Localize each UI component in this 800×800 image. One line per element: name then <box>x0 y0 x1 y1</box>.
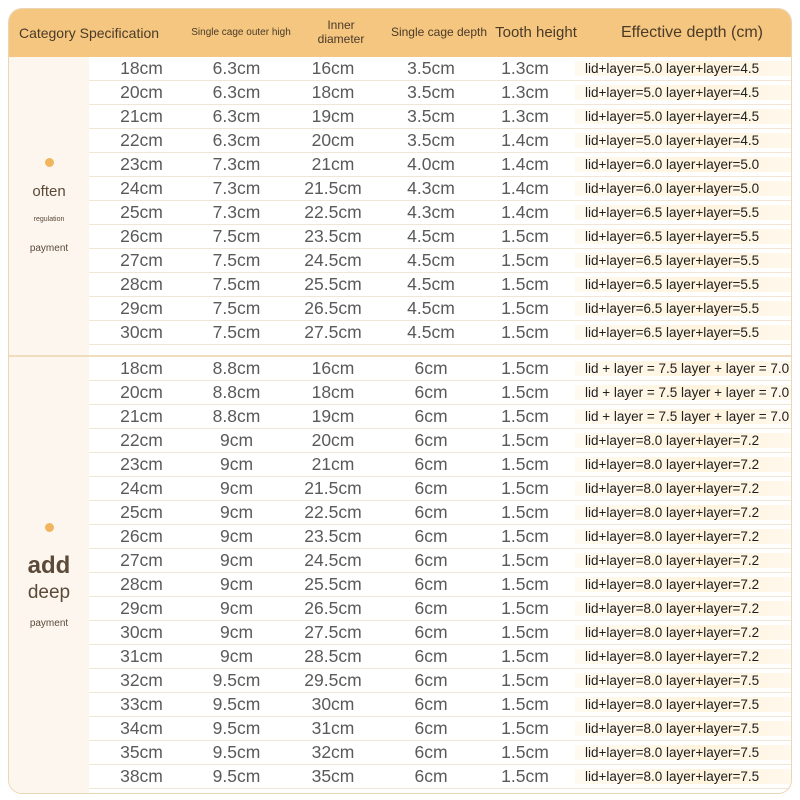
inner-diameter-cell: 20cm <box>311 130 355 150</box>
cage-depth-cell: 6cm <box>414 622 448 642</box>
inner-diameter-cell: 23.5cm <box>304 226 362 246</box>
effective-depth-cell: lid+layer=6.5 layer+layer=5.5 <box>575 229 791 244</box>
category-cell-regular <box>9 57 89 355</box>
size-cell: 38cm <box>120 766 163 786</box>
inner-diameter-cell: 22.5cm <box>304 202 362 222</box>
inner-diameter-cell: 21.5cm <box>304 478 362 498</box>
effective-depth-cell: lid+layer=8.0 layer+layer=7.5 <box>575 697 791 712</box>
size-cell: 28cm <box>120 574 163 594</box>
effective-depth-cell: lid+layer=8.0 layer+layer=7.2 <box>575 457 791 472</box>
effective-depth-cell: lid+layer=6.5 layer+layer=5.5 <box>575 301 791 316</box>
size-cell: 27cm <box>120 250 163 270</box>
inner-diameter-cell: 16cm <box>311 58 355 78</box>
outer-high-cell: 9.5cm <box>212 742 261 762</box>
outer-high-cell: 6.3cm <box>212 106 261 126</box>
inner-diameter-cell: 20cm <box>311 430 355 450</box>
bullet-dot-icon <box>45 523 54 532</box>
inner-diameter-cell: 30cm <box>311 694 355 714</box>
table-row <box>89 453 791 477</box>
tooth-height-cell: 1.5cm <box>501 598 549 618</box>
size-cell: 24cm <box>120 178 163 198</box>
tooth-height-cell: 1.3cm <box>501 58 549 78</box>
tooth-height-cell: 1.5cm <box>501 298 549 318</box>
cage-depth-cell: 4.0cm <box>407 154 455 174</box>
spec-table <box>8 8 792 794</box>
inner-diameter-cell: 26.5cm <box>304 598 362 618</box>
effective-depth-cell: lid+layer=8.0 layer+layer=7.5 <box>575 673 791 688</box>
table-row <box>89 57 791 81</box>
outer-high-cell: 9cm <box>219 622 254 642</box>
outer-high-cell: 6.3cm <box>212 130 261 150</box>
outer-high-cell: 7.5cm <box>212 298 261 318</box>
category-word: often <box>32 183 66 200</box>
table-row <box>89 597 791 621</box>
table-row <box>89 225 791 249</box>
table-row <box>89 765 791 789</box>
tooth-height-cell: 1.5cm <box>501 646 549 666</box>
effective-depth-cell: lid+layer=6.5 layer+layer=5.5 <box>575 277 791 292</box>
header-outer-high: Single cage outer high <box>191 27 291 39</box>
tooth-height-cell: 1.5cm <box>501 454 549 474</box>
cage-depth-cell: 6cm <box>414 502 448 522</box>
inner-diameter-cell: 21cm <box>311 454 355 474</box>
size-cell: 21cm <box>120 106 163 126</box>
outer-high-cell: 8.8cm <box>212 382 261 402</box>
table-row <box>89 201 791 225</box>
tooth-height-cell: 1.5cm <box>501 622 549 642</box>
tooth-height-cell: 1.4cm <box>501 154 549 174</box>
table-row <box>89 297 791 321</box>
effective-depth-cell: lid+layer=6.5 layer+layer=5.5 <box>575 325 791 340</box>
category-word: deep <box>27 582 71 603</box>
outer-high-cell: 7.3cm <box>212 154 261 174</box>
header-cage-depth: Single cage depth <box>390 25 488 40</box>
table-row <box>89 405 791 429</box>
cage-depth-cell: 6cm <box>414 478 448 498</box>
effective-depth-cell: lid+layer=5.0 layer+layer=4.5 <box>575 61 791 76</box>
table-row <box>89 645 791 669</box>
outer-high-cell: 7.5cm <box>212 274 261 294</box>
cage-depth-cell: 6cm <box>414 646 448 666</box>
outer-high-cell: 9.5cm <box>212 766 261 786</box>
effective-depth-cell: lid+layer=6.0 layer+layer=5.0 <box>575 157 791 172</box>
category-word: add <box>27 552 71 579</box>
tooth-height-cell: 1.5cm <box>501 322 549 342</box>
effective-depth-cell: lid+layer=8.0 layer+layer=7.2 <box>575 649 791 664</box>
outer-high-cell: 9cm <box>219 454 254 474</box>
cage-depth-cell: 6cm <box>414 550 448 570</box>
tooth-height-cell: 1.5cm <box>501 766 549 786</box>
outer-high-cell: 9cm <box>219 574 254 594</box>
size-cell: 26cm <box>120 526 163 546</box>
cage-depth-cell: 4.5cm <box>407 274 455 294</box>
effective-depth-cell: lid+layer=6.0 layer+layer=5.0 <box>575 181 791 196</box>
outer-high-cell: 9cm <box>219 526 254 546</box>
cage-depth-cell: 3.5cm <box>407 58 455 78</box>
outer-high-cell: 9cm <box>219 598 254 618</box>
tooth-height-cell: 1.5cm <box>501 550 549 570</box>
table-row <box>89 357 791 381</box>
size-cell: 35cm <box>120 742 163 762</box>
inner-diameter-cell: 21.5cm <box>304 178 362 198</box>
inner-diameter-cell: 35cm <box>311 766 355 786</box>
rows-regular <box>89 57 791 345</box>
tooth-height-cell: 1.5cm <box>501 430 549 450</box>
size-cell: 32cm <box>120 670 163 690</box>
cage-depth-cell: 3.5cm <box>407 106 455 126</box>
size-cell: 30cm <box>120 622 163 642</box>
table-row <box>89 741 791 765</box>
size-cell: 33cm <box>120 694 163 714</box>
inner-diameter-cell: 22.5cm <box>304 502 362 522</box>
category-word: payment <box>29 243 69 254</box>
cage-depth-cell: 6cm <box>414 430 448 450</box>
effective-depth-cell: lid+layer=8.0 layer+layer=7.2 <box>575 433 791 448</box>
cage-depth-cell: 6cm <box>414 766 448 786</box>
effective-depth-cell: lid+layer=8.0 layer+layer=7.2 <box>575 481 791 496</box>
table-row <box>89 525 791 549</box>
outer-high-cell: 8.8cm <box>212 358 261 378</box>
cage-depth-cell: 3.5cm <box>407 82 455 102</box>
tooth-height-cell: 1.5cm <box>501 358 549 378</box>
size-cell: 20cm <box>120 82 163 102</box>
effective-depth-cell: lid+layer=6.5 layer+layer=5.5 <box>575 205 791 220</box>
effective-depth-cell: lid+layer=8.0 layer+layer=7.5 <box>575 721 791 736</box>
table-row <box>89 621 791 645</box>
cage-depth-cell: 6cm <box>414 670 448 690</box>
size-cell: 18cm <box>120 58 163 78</box>
inner-diameter-cell: 28.5cm <box>304 646 362 666</box>
inner-diameter-cell: 23.5cm <box>304 526 362 546</box>
tooth-height-cell: 1.4cm <box>501 130 549 150</box>
effective-depth-cell: lid+layer=8.0 layer+layer=7.2 <box>575 577 791 592</box>
inner-diameter-cell: 18cm <box>311 82 355 102</box>
outer-high-cell: 7.5cm <box>212 250 261 270</box>
size-cell: 29cm <box>120 298 163 318</box>
table-row <box>89 693 791 717</box>
size-cell: 31cm <box>120 646 163 666</box>
effective-depth-cell: lid+layer=8.0 layer+layer=7.5 <box>575 769 791 784</box>
cage-depth-cell: 4.3cm <box>407 178 455 198</box>
inner-diameter-cell: 16cm <box>311 358 355 378</box>
header-inner-diameter: Inner diameter <box>317 18 365 46</box>
header-tooth-height: Tooth height <box>495 24 577 42</box>
table-header <box>9 9 791 57</box>
size-cell: 25cm <box>120 502 163 522</box>
table-row <box>89 177 791 201</box>
table-row <box>89 273 791 297</box>
cage-depth-cell: 6cm <box>414 574 448 594</box>
group-regular <box>9 57 791 355</box>
inner-diameter-cell: 27.5cm <box>304 622 362 642</box>
cage-depth-cell: 6cm <box>414 718 448 738</box>
group-deep <box>9 355 791 794</box>
table-row <box>89 381 791 405</box>
table-row <box>89 153 791 177</box>
cage-depth-cell: 6cm <box>414 742 448 762</box>
tooth-height-cell: 1.3cm <box>501 106 549 126</box>
category-cell-deep <box>9 357 89 794</box>
effective-depth-cell: lid+layer=6.5 layer+layer=5.5 <box>575 253 791 268</box>
cage-depth-cell: 6cm <box>414 358 448 378</box>
effective-depth-cell: lid+layer=5.0 layer+layer=4.5 <box>575 109 791 124</box>
outer-high-cell: 9cm <box>219 646 254 666</box>
inner-diameter-cell: 19cm <box>311 406 355 426</box>
outer-high-cell: 9.5cm <box>212 694 261 714</box>
table-row <box>89 249 791 273</box>
rows-deep <box>89 357 791 789</box>
size-cell: 23cm <box>120 154 163 174</box>
tooth-height-cell: 1.5cm <box>501 742 549 762</box>
tooth-height-cell: 1.3cm <box>501 82 549 102</box>
table-row <box>89 429 791 453</box>
cage-depth-cell: 6cm <box>414 598 448 618</box>
effective-depth-cell: lid + layer = 7.5 layer + layer = 7.0 <box>575 361 791 376</box>
inner-diameter-cell: 19cm <box>311 106 355 126</box>
tooth-height-cell: 1.5cm <box>501 526 549 546</box>
tooth-height-cell: 1.5cm <box>501 670 549 690</box>
tooth-height-cell: 1.5cm <box>501 274 549 294</box>
header-effective-depth: Effective depth (cm) <box>621 23 763 41</box>
size-cell: 22cm <box>120 430 163 450</box>
outer-high-cell: 7.3cm <box>212 178 261 198</box>
effective-depth-cell: lid+layer=8.0 layer+layer=7.2 <box>575 625 791 640</box>
outer-high-cell: 7.5cm <box>212 226 261 246</box>
table-row <box>89 717 791 741</box>
inner-diameter-cell: 25.5cm <box>304 274 362 294</box>
cage-depth-cell: 4.5cm <box>407 322 455 342</box>
size-cell: 29cm <box>120 598 163 618</box>
outer-high-cell: 9cm <box>219 502 254 522</box>
effective-depth-cell: lid+layer=8.0 layer+layer=7.2 <box>575 601 791 616</box>
size-cell: 18cm <box>120 358 163 378</box>
tooth-height-cell: 1.5cm <box>501 382 549 402</box>
table-row <box>89 129 791 153</box>
table-row <box>89 81 791 105</box>
category-word: regulation <box>33 216 65 223</box>
cage-depth-cell: 6cm <box>414 406 448 426</box>
effective-depth-cell: lid + layer = 7.5 layer + layer = 7.0 <box>575 385 791 400</box>
inner-diameter-cell: 29.5cm <box>304 670 362 690</box>
size-cell: 34cm <box>120 718 163 738</box>
size-cell: 26cm <box>120 226 163 246</box>
cage-depth-cell: 6cm <box>414 694 448 714</box>
tooth-height-cell: 1.4cm <box>501 202 549 222</box>
cage-depth-cell: 6cm <box>414 526 448 546</box>
inner-diameter-cell: 24.5cm <box>304 250 362 270</box>
outer-high-cell: 7.5cm <box>212 322 261 342</box>
cage-depth-cell: 3.5cm <box>407 130 455 150</box>
size-cell: 27cm <box>120 550 163 570</box>
table-row <box>89 669 791 693</box>
tooth-height-cell: 1.5cm <box>501 718 549 738</box>
table-row <box>89 105 791 129</box>
effective-depth-cell: lid+layer=8.0 layer+layer=7.2 <box>575 505 791 520</box>
size-cell: 20cm <box>120 382 163 402</box>
inner-diameter-cell: 21cm <box>311 154 355 174</box>
outer-high-cell: 8.8cm <box>212 406 261 426</box>
outer-high-cell: 9.5cm <box>212 718 261 738</box>
tooth-height-cell: 1.5cm <box>501 694 549 714</box>
size-cell: 23cm <box>120 454 163 474</box>
effective-depth-cell: lid+layer=8.0 layer+layer=7.5 <box>575 745 791 760</box>
effective-depth-cell: lid+layer=8.0 layer+layer=7.2 <box>575 553 791 568</box>
size-cell: 21cm <box>120 406 163 426</box>
outer-high-cell: 9.5cm <box>212 670 261 690</box>
inner-diameter-cell: 31cm <box>311 718 355 738</box>
inner-diameter-cell: 27.5cm <box>304 322 362 342</box>
outer-high-cell: 9cm <box>219 550 254 570</box>
size-cell: 25cm <box>120 202 163 222</box>
cage-depth-cell: 4.5cm <box>407 226 455 246</box>
table-row <box>89 477 791 501</box>
cage-depth-cell: 6cm <box>414 454 448 474</box>
tooth-height-cell: 1.5cm <box>501 574 549 594</box>
outer-high-cell: 9cm <box>219 478 254 498</box>
tooth-height-cell: 1.5cm <box>501 478 549 498</box>
outer-high-cell: 9cm <box>219 430 254 450</box>
effective-depth-cell: lid+layer=5.0 layer+layer=4.5 <box>575 85 791 100</box>
header-category: Category Specification <box>18 24 160 41</box>
size-cell: 22cm <box>120 130 163 150</box>
tooth-height-cell: 1.4cm <box>501 178 549 198</box>
inner-diameter-cell: 26.5cm <box>304 298 362 318</box>
effective-depth-cell: lid+layer=5.0 layer+layer=4.5 <box>575 133 791 148</box>
cage-depth-cell: 4.5cm <box>407 298 455 318</box>
outer-high-cell: 7.3cm <box>212 202 261 222</box>
tooth-height-cell: 1.5cm <box>501 226 549 246</box>
effective-depth-cell: lid+layer=8.0 layer+layer=7.2 <box>575 529 791 544</box>
inner-diameter-cell: 18cm <box>311 382 355 402</box>
table-row <box>89 573 791 597</box>
tooth-height-cell: 1.5cm <box>501 502 549 522</box>
tooth-height-cell: 1.5cm <box>501 250 549 270</box>
outer-high-cell: 6.3cm <box>212 82 261 102</box>
cage-depth-cell: 4.5cm <box>407 250 455 270</box>
cage-depth-cell: 4.3cm <box>407 202 455 222</box>
table-row <box>89 549 791 573</box>
effective-depth-cell: lid + layer = 7.5 layer + layer = 7.0 <box>575 409 791 424</box>
inner-diameter-cell: 32cm <box>311 742 355 762</box>
tooth-height-cell: 1.5cm <box>501 406 549 426</box>
table-row <box>89 501 791 525</box>
inner-diameter-cell: 25.5cm <box>304 574 362 594</box>
bullet-dot-icon <box>45 158 54 167</box>
size-cell: 28cm <box>120 274 163 294</box>
size-cell: 24cm <box>120 478 163 498</box>
size-cell: 30cm <box>120 322 163 342</box>
table-row <box>89 321 791 345</box>
cage-depth-cell: 6cm <box>414 382 448 402</box>
category-word: payment <box>29 618 69 629</box>
inner-diameter-cell: 24.5cm <box>304 550 362 570</box>
outer-high-cell: 6.3cm <box>212 58 261 78</box>
